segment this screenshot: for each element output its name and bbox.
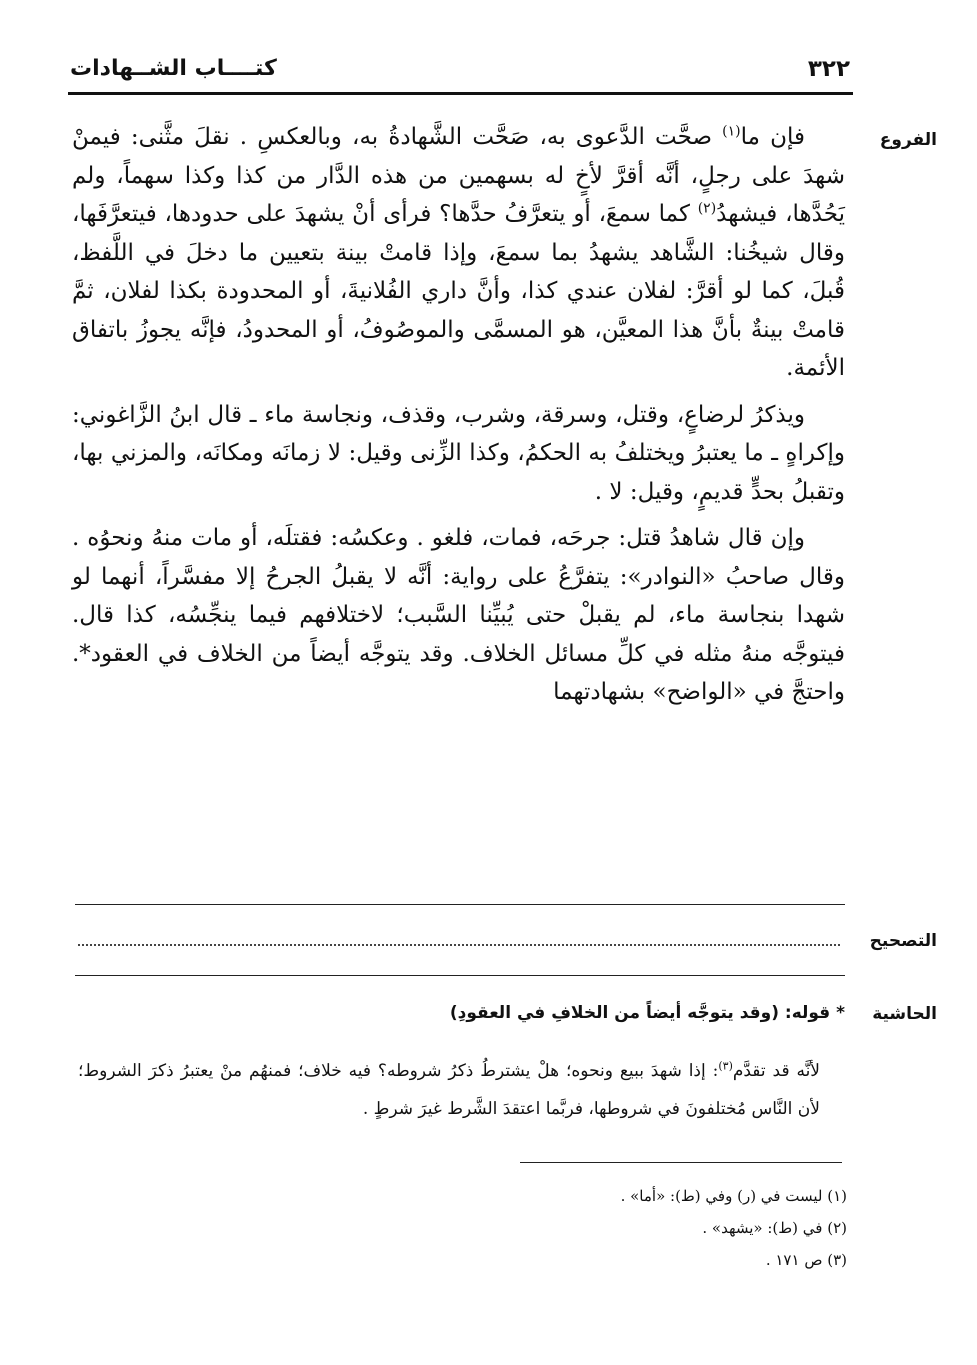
hashiya-paragraph [78,1052,820,1128]
side-label-furu: الفروع [879,130,937,150]
header-rule [68,92,853,95]
side-label-hashiya: الحاشية [872,1004,937,1024]
page-number: ٣٢٢ [807,56,850,82]
paragraph-3: وإن قال شاهدُ قتل: جرحَه، فمات، فلغو . وعكسُه: فقتلَه، أو مات منهُ ونحوُه . وقال صاحبُ «النوادر»: يتفرَّعُ على رواية: أنَّه لا يقبلُ الجرحُ إلا مفسَّراً، أنهما لو شهدا بنجاسة ماء، لم يقبلْ حتى يُبيِّنا السَّبب؛ لاختلافهم فيما ينجِّسُه، كذا قال. فيتوجَّه منهُ مثله في كلِّ مسائل الخلاف. وقد يتوجَّه أيضاً من الخلاف في العقود*. واحتجَّ في «الواضح» بشهادتهما [72,525,845,705]
tashih-end-rule [75,975,845,976]
side-label-tashih: التصحيح [869,931,937,951]
p1-part-1: فإن ما [740,124,805,150]
footnote-2: (٢) في (ط): «يشهد» . [702,1219,847,1237]
hashiya-heading: * قوله: (وقد يتوجَّه أيضاً من الخلافِ في العقودِ) [449,1003,845,1023]
footnote-1: (١) ليست في (ر) وفي (ط): «أما» . [620,1187,847,1205]
hashiya-body [78,1052,820,1128]
main-text-end-rule [75,904,845,905]
footnote-rule [520,1162,842,1163]
paragraph-1 [72,118,845,388]
footnote-3: (٣) ص ١٧١ . [765,1251,847,1269]
p1-part-3: كما سمعَ، أو يتعرَّفُ حدَّها؟ فرأى أنْ يشهدَ على حدودها، فيتعرَّفَها، وقال شيخُنا: الشَّاهد يشهدُ بما سمعَ، وإذا قامتْ بينة بتعيين ما دخلَ في اللَّفظ، قُبلَ، كما لو أقرَّ: لفلان عندي كذا، وأنَّ داري الفُلانيةَ، أو المحدودة بكذا لفلان، ثمَّ قامتْ بينةٌ بأنَّ هذا المعيَّن، هو المسمَّى والموصُوفُ، أو المحدودُ، فإنَّه يجوزُ باتفاق الأئمة. [72,201,845,381]
running-header [70,52,850,92]
footnote-ref-2: (٢) [697,200,717,217]
hashiya-part-2: : إذا شهدَ ببيع ونحوه؛ هلْ يشترطُ ذكرُ شروطه؟ فيه خلاف؛ فمنهُم منْ يعتبرُ ذكرَ الشروط؛ لأن النَّاس مُختلفونَ في شروطها، فربَّما اعتقدَ الشَّرط غيرَ شرطٍ . [78,1061,820,1119]
p1-part-2: صحَّت الدَّعوى به، صَحَّت الشَّهادةُ به، وبالعكسِ . نقلَ مثَّنى: فيمنْ شهدَ على رجلٍ، أنَّه أقرَّ لأخٍ له بسهمين من هذه الدَّار من كذا وكذا سهماً، ولم يَحُدَّها، فيشهدُ [72,124,845,227]
book-title: كتــــاب الشــهادات [70,56,277,81]
footnote-ref-1: (١) [722,123,741,140]
hashiya-part-1: لأنَّه قد تقدَّم [732,1061,821,1081]
footnotes [447,1180,847,1276]
tashih-dotted-line [78,944,840,946]
paragraph-2: ويذكرُ لرضاعٍ، وقتل، وسرقة، وشرب، وقذف، ونجاسة ماء ـ قال ابنُ الزَّاغوني: وإكراهٍ ـ ما يعتبرُ ويختلفُ به الحكمُ، وكذا الزِّنى وقيل: لا زمانَه ومكانَه، والمزني بها، وتقبلُ بحدٍّ قديمٍ، وقيل: لا . [72,401,845,505]
footnote-ref-3: (٣) [718,1059,733,1073]
main-text [72,118,845,720]
